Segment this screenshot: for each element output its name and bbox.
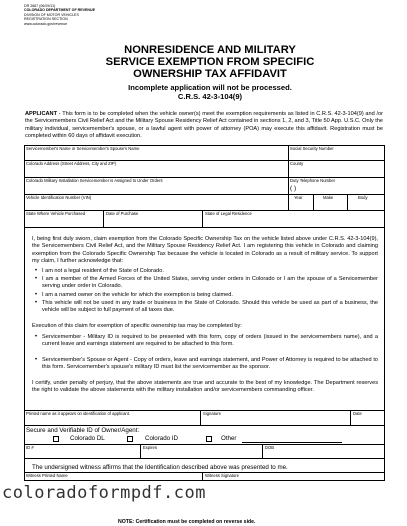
divider <box>262 444 263 458</box>
divider <box>140 444 141 458</box>
execution-item: Servicemember - Military ID is required to be presented with this form, copy of orders (issued in the servicemembers name), and a current leave and earnings statement are required to be attached to this form. <box>42 334 378 348</box>
applicant-label: APPLICANT <box>25 111 58 117</box>
department-name: COLORADO DEPARTMENT OF REVENUE <box>24 8 96 13</box>
year-label: Year <box>294 195 303 200</box>
execution-item: Servicemember's Spouse or Agent - Copy of orders, leave and earnings statement, and Power of Attorney is required to be attached to this form. Servicemember's spouse's military ID must list the servicemember as the sponsor. <box>42 357 378 371</box>
form-number: DR 2667 (06/29/11) <box>24 4 56 8</box>
bullet-icon: • <box>35 268 38 274</box>
divider <box>24 458 385 459</box>
form-title <box>60 45 360 80</box>
statute-reference: C.R.S. 42-3-104(9) <box>177 92 243 101</box>
divider <box>24 425 385 426</box>
state-legal-residence-label: State of Legal Residence <box>205 211 252 216</box>
applicant-instructions <box>25 111 383 140</box>
title-line-1: NONRESIDENCE AND MILITARY <box>124 44 296 56</box>
expires-label: Expires <box>143 445 157 450</box>
divider <box>288 145 289 160</box>
incomplete-notice: Incomplete application will not be processed. <box>128 83 292 92</box>
divider <box>202 210 203 227</box>
date-label: Date <box>353 411 362 416</box>
divider <box>200 410 201 425</box>
witness-statement: The undersigned witness affirms that the Identification described above was presented to me. <box>32 464 288 471</box>
body-label: Body <box>358 195 368 200</box>
footer-note: NOTE: Certification must be completed on reverse side. <box>118 519 256 525</box>
colorado-address-label: Colorado Address (Street Address, City and ZIP) <box>26 161 117 166</box>
bullet-icon: • <box>35 334 38 340</box>
vin-label: Vehicle Identification Number (VIN) <box>26 195 92 200</box>
section-name: REGISTRATION SECTION <box>24 17 68 22</box>
division-name: DIVISION OF MOTOR VEHICLES <box>24 12 79 17</box>
applicant-text: - This form is to be completed when the vehicle owner(s) meet the exemption requirements as listed in C.R.S. 42-3-104(9) and /or the Servicemembers Civil Relief Act and the Military Spouse Residency Relief Act contained in sections 1, 2, and 3, Title 50 App. U.S.C. Only the military individual, servicemember's spouse, or a lawful agent with power of attorney (POA) may execute this affidavit. Registration must be completed within 60 days of affidavit execution. <box>25 111 383 139</box>
bullet-icon: • <box>35 292 38 298</box>
divider <box>288 177 289 194</box>
divider <box>24 444 385 445</box>
other-input-line[interactable] <box>242 442 342 443</box>
divider <box>313 194 314 210</box>
divider <box>288 160 289 177</box>
watermark-text: coloradoformpdf.com <box>2 483 206 503</box>
affidavit-statement: I, being first duly sworn, claim exemption from the Colorado Specific Ownership Tax on the vehicle listed above under C.R.S. 42-3-104(9), the Servicemembers Civil Relief Act, and the Military Spouse Residency Relief Act. I am registering this vehicle in Colorado and claiming exemption from the Colorado Specific Ownership Tax because the vehicle is located in Colorado as a result of military service. To support my claim, I further acknowledge that: <box>32 236 378 265</box>
form-header <box>24 4 95 26</box>
divider <box>288 194 289 210</box>
colorado-id-checkbox[interactable] <box>127 436 133 442</box>
date-of-purchase-label: Date of Purchase <box>106 211 139 216</box>
divider <box>350 410 351 425</box>
colorado-id-label: Colorado ID <box>145 435 179 442</box>
bullet-icon: • <box>35 300 38 306</box>
other-label: Other <box>221 435 237 442</box>
phone-area-code: ( ) <box>290 185 297 192</box>
county-label: County <box>290 161 304 166</box>
execution-intro: Execution of this claim for exemption of specific ownership tax may be completed by: <box>32 323 242 329</box>
title-line-2: SERVICE EXEMPTION FROM SPECIFIC <box>105 55 315 68</box>
witness-signature-label: Witness Signature <box>205 473 239 478</box>
ack-item: I am a member of the Armed Forces of the United States, serving under orders in Colorado or I am the spouse of a Servicemember serving under order in Colorado. <box>42 276 378 290</box>
signature-label: Signature <box>203 411 221 416</box>
divider <box>202 472 203 481</box>
id-heading: Secure and Verifiable ID of Owner/Agent: <box>26 427 140 434</box>
bullet-icon: • <box>35 276 38 282</box>
duty-phone-label: Duty Telephone Number <box>290 178 336 183</box>
ack-item: This vehicle will not be used in any trade or business in the State of Colorado. Should this vehicle be used as part of a business, the vehicle will be subject to full payment of all taxes due. <box>42 300 378 314</box>
installation-label: Colorado Military Installation Servicemember is Assigned to Under Orders <box>26 178 163 183</box>
website: www.colorado.gov/revenue <box>24 21 68 26</box>
servicemember-name-label: Servicemember's Name or Servicemember's Spouse's Name <box>26 146 140 151</box>
other-checkbox[interactable] <box>206 436 212 442</box>
colorado-dl-label: Colorado DL <box>70 435 105 442</box>
divider <box>347 194 348 210</box>
ack-item: I am a named owner on the vehicle for which the exemption is being claimed. <box>42 292 233 298</box>
state-purchased-label: State Where Vehicle Purchased <box>26 211 86 216</box>
make-label: Make <box>323 195 334 200</box>
id-number-label: ID # <box>26 445 34 450</box>
divider <box>103 210 104 227</box>
ssn-label: Social Security Number <box>290 146 334 151</box>
divider <box>24 227 385 228</box>
dob-label: DOB <box>265 445 275 450</box>
ack-item: I am not a legal resident of the State of Colorado. <box>42 268 164 274</box>
witness-printed-name-label: Witness Printed Name <box>26 473 68 478</box>
printed-name-label: Printed name as it appears on identification of applicant. <box>26 411 131 416</box>
colorado-dl-checkbox[interactable] <box>53 436 59 442</box>
certification-statement: I certify, under penalty of perjury, that the above statements are true and accurate to the best of my knowledge. The Department reserves the right to validate the above statements with the military installation and/or servicemembers commanding officer. <box>32 380 378 394</box>
bullet-icon: • <box>35 357 38 363</box>
title-line-3: OWNERSHIP TAX AFFIDAVIT <box>133 67 287 80</box>
